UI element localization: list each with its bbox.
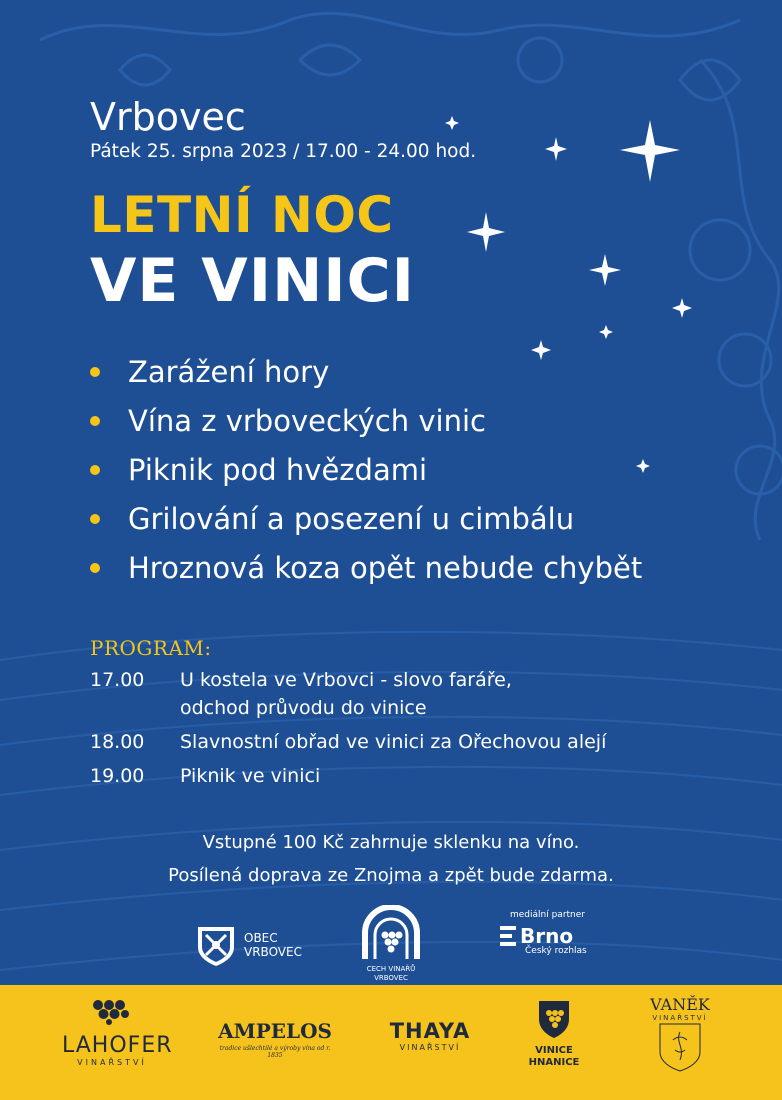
grape-cluster-icon: [92, 999, 132, 1025]
list-item: Hroznová koza opět nebude chybět: [88, 546, 642, 595]
event-title-line1: LETNÍ NOC: [90, 186, 394, 244]
event-title-line2: VE VINICI: [90, 246, 415, 316]
town-name: Vrbovec: [90, 95, 246, 139]
lahofer-logo: LAHOFER VINAŘSTVÍ: [62, 999, 162, 1067]
program-text: U kostela ve Vrbovci - slovo faráře, odchod průvodu do vinice: [180, 669, 512, 719]
program-text: Piknik ve vinici: [180, 765, 321, 787]
program-time: 19.00: [90, 765, 145, 787]
program-time: 17.00: [90, 669, 145, 691]
cech-vinaru-logo: CECH VINAŘŮ VRBOVEC: [356, 905, 426, 983]
event-date: Pátek 25. srpna 2023 / 17.00 - 24.00 hod.: [90, 141, 477, 162]
event-header: [90, 95, 476, 162]
radio-bars-icon: [500, 926, 516, 946]
transport-line: Posílená doprava ze Znojma a zpět bude zdarma.: [168, 865, 614, 886]
obec-vrbovec-logo: OBEC VRBOVEC: [194, 923, 302, 967]
shield-grape-icon: [537, 999, 571, 1039]
grape-arch-icon: [359, 905, 423, 959]
admission-line: Vstupné 100 Kč zahrnuje sklenku na víno.: [202, 832, 580, 853]
program-section: [90, 636, 606, 796]
bullet-dot-icon: [90, 367, 100, 377]
program-heading: PROGRAM:: [90, 636, 212, 660]
cesky-rozhlas-brno-logo: mediální partner Brno Český rozhlas: [500, 910, 587, 956]
organizer-logos: [0, 905, 782, 980]
list-item: Piknik pod hvězdami: [88, 448, 642, 497]
coat-of-arms-icon: [194, 923, 238, 967]
bullet-dot-icon: [90, 465, 100, 475]
bullet-dot-icon: [90, 416, 100, 426]
program-time: 18.00: [90, 731, 145, 753]
bullet-dot-icon: [90, 563, 100, 573]
sponsor-bar: [0, 985, 782, 1100]
program-text: Slavnostní obřad ve vinici za Ořechovou alejí: [180, 731, 607, 753]
program-row: [90, 666, 606, 722]
list-item: Vína z vrboveckých vinic: [88, 399, 642, 448]
list-item: Zarážení hory: [88, 350, 642, 399]
admission-info: [0, 826, 782, 892]
list-item: Grilování a posezení u cimbálu: [88, 497, 642, 546]
vine-crest-icon: [655, 1022, 705, 1072]
program-row: [90, 728, 606, 756]
program-row: [90, 762, 606, 790]
thaya-logo: THAYA VINAŘSTVÍ: [389, 1019, 471, 1052]
highlights-list: [88, 350, 642, 595]
bullet-dot-icon: [90, 514, 100, 524]
vanek-logo: VANĚK VINAŘSTVÍ: [640, 995, 720, 1076]
ampelos-logo: AMPELOS tradice ušlechtilé a výroby vína od r. 1835: [218, 1019, 332, 1059]
vinice-hnanice-logo: VINICE HNANICE: [516, 999, 592, 1069]
